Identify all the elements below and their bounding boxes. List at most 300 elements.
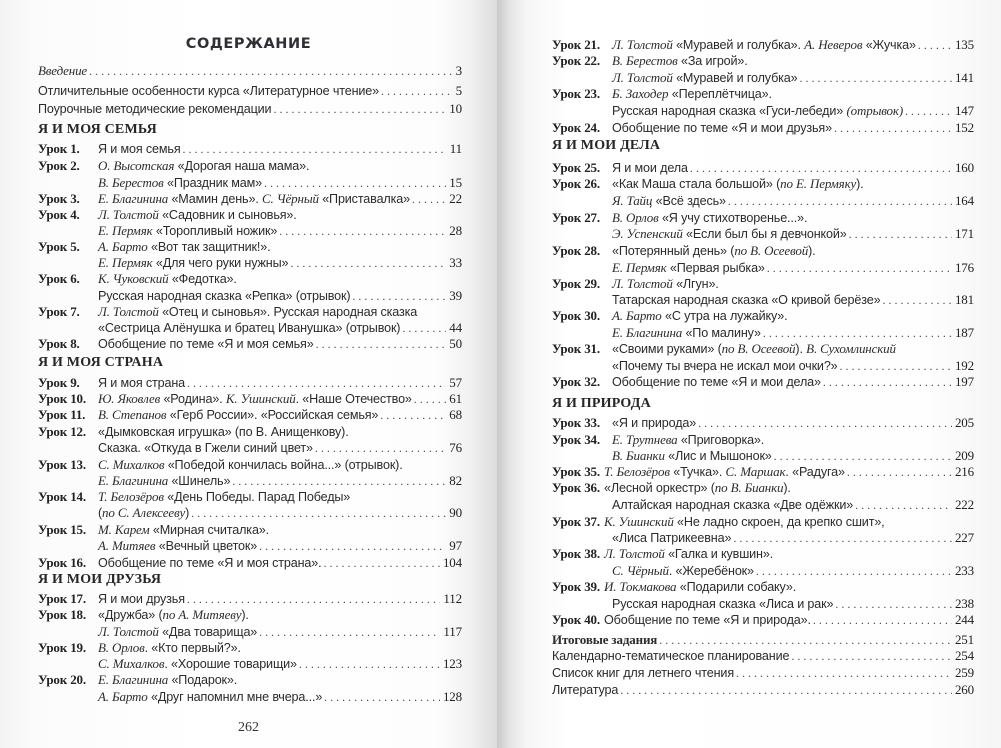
dot-leader [259, 538, 446, 555]
page-number: 262 [238, 720, 259, 735]
entry-title [612, 340, 896, 358]
entry-title [612, 225, 847, 243]
dot-leader [905, 103, 952, 120]
page-ref: 10 [449, 101, 462, 116]
lesson-entry-continued[interactable] [612, 192, 974, 209]
lesson-label: Урок 8. [38, 336, 80, 351]
entry-text: «Муравей и голубка» [672, 71, 798, 85]
entry-title [612, 120, 832, 137]
entry-text: «Дорогая наша мама». [174, 159, 310, 173]
lesson-entry[interactable] [38, 406, 462, 423]
entry-title [98, 440, 313, 457]
entry-text: ( [98, 506, 103, 520]
entry-title [612, 175, 864, 193]
lesson-entry-continued[interactable] [98, 504, 462, 521]
page-ref: 68 [449, 407, 462, 422]
lesson-entry[interactable] [552, 52, 974, 69]
page-ref: 171 [954, 226, 974, 241]
entry-text: . «Наше Отечество» [295, 392, 412, 406]
lesson-entry-continued[interactable] [612, 595, 974, 612]
author-name: Е. Благинина [98, 473, 169, 488]
entry-text: «Вечный цветок» [155, 539, 258, 553]
author-name: Е. Благинина [98, 191, 169, 206]
author-name: Ю. Яковлев [98, 391, 161, 406]
entry-text: «Сестрица Алёнушка и братец Иванушка» (отрывок) [98, 321, 401, 335]
lesson-label: Урок 32. [552, 374, 600, 389]
lesson-entry-continued[interactable] [612, 357, 974, 374]
back-matter-entry[interactable] [552, 681, 974, 698]
entry-text: Русская народная сказка «Гуси-лебеди» [612, 104, 847, 118]
lesson-entry[interactable] [552, 373, 974, 390]
author-name: Л. Толстой [612, 276, 673, 291]
entry-text: «Лиса Патрикеевна» [612, 531, 732, 545]
page-ref: 216 [954, 464, 974, 479]
lesson-label: Урок 7. [38, 304, 80, 319]
page-ref: 135 [954, 37, 974, 52]
author-name: К. Ушинский [225, 391, 296, 406]
lesson-entry-continued[interactable] [98, 222, 462, 239]
entry-title [612, 307, 787, 325]
entry-text: ) [185, 506, 190, 520]
left-page [0, 0, 497, 748]
page-ref: 238 [954, 596, 974, 611]
author-name: по Е. Пермяку [780, 176, 857, 191]
entry-text: «По малину» [682, 326, 761, 340]
entry-title [604, 545, 773, 563]
entry-text: «Мамин день». [168, 192, 263, 206]
lesson-entry-continued[interactable] [612, 562, 974, 579]
lesson-label: Урок 24. [552, 120, 600, 135]
entry-text: Обобщение по теме «Я и мои дела» [612, 375, 821, 389]
page-ref: 259 [954, 665, 974, 680]
entry-text: Я и мои дела [612, 161, 688, 175]
lesson-label: Урок 27. [552, 210, 600, 225]
page-ref: 152 [954, 120, 974, 135]
entry-title [612, 242, 815, 260]
page-ref: 28 [449, 223, 462, 238]
entry-title [98, 336, 314, 353]
entry-text: «Как Маша стала большой» ( [612, 177, 781, 191]
entry-text: «Потерянный день» ( [612, 244, 735, 258]
dot-leader [855, 497, 952, 514]
entry-text: «Первая рыбка» [666, 261, 765, 275]
entry-text: ). [795, 342, 807, 356]
lesson-entry[interactable] [38, 303, 462, 320]
section-heading: Я И МОЯ СЕМЬЯ [38, 122, 157, 137]
lesson-label: Урок 36. [552, 480, 600, 495]
author-name: по В. Осеевой [721, 341, 796, 356]
lesson-label: Урок 19. [38, 640, 86, 655]
lesson-entry[interactable] [552, 307, 974, 324]
toc-title: СОДЕРЖАНИЕ [185, 36, 312, 52]
author-name: Е. Пермяк [98, 223, 153, 238]
entry-text: «Подарок». [168, 673, 238, 687]
page-ref: 187 [954, 325, 974, 340]
author-name: (отрывок) [846, 103, 904, 118]
lesson-label: Урок 34. [552, 432, 600, 447]
page-ref: 112 [443, 591, 462, 606]
dot-leader [736, 665, 952, 682]
entry-text: «Почему ты вчера не искал мои очки?» [612, 359, 838, 373]
author-name: Е. Трутнева [612, 432, 678, 447]
author-name: Е. Благинина [612, 325, 683, 340]
section-heading: Я И МОИ ДРУЗЬЯ [38, 572, 162, 587]
entry-text: «Приговорка». [677, 433, 765, 447]
entry-text: Русская народная сказка «Лиса и рак» [612, 597, 834, 611]
author-name: Б. Заходер [612, 86, 669, 101]
lesson-entry[interactable] [38, 521, 462, 538]
lesson-label: Урок 40. [552, 612, 600, 627]
entry-title: Список книг для летнего чтения [552, 666, 734, 680]
section-heading: Я И МОИ ДЕЛА [552, 138, 661, 153]
lesson-entry-continued[interactable] [612, 291, 974, 308]
lesson-entry-continued[interactable] [98, 688, 462, 705]
entry-title [612, 52, 748, 70]
lesson-entry[interactable] [38, 423, 462, 440]
lesson-entry[interactable] [38, 206, 462, 223]
dot-leader [849, 226, 952, 243]
lesson-label: Урок 35. [552, 464, 600, 479]
lesson-entry-continued[interactable] [612, 225, 974, 242]
lesson-entry-continued[interactable] [98, 623, 462, 640]
lesson-label: Урок 28. [552, 243, 600, 258]
page-ref: 164 [954, 193, 974, 208]
lesson-entry[interactable] [552, 414, 974, 431]
lesson-entry[interactable] [552, 85, 974, 102]
lesson-entry-continued[interactable] [612, 529, 974, 546]
entry-title [98, 406, 378, 424]
lesson-entry[interactable] [552, 209, 974, 226]
dot-leader [324, 689, 440, 706]
lesson-entry-continued[interactable] [612, 324, 974, 341]
author-name: В. Берестов [612, 53, 678, 68]
back-matter-entry[interactable] [552, 647, 974, 664]
author-name: И. Токмакова [604, 579, 677, 594]
page-ref: 176 [954, 260, 974, 275]
dot-leader [834, 120, 952, 137]
author-name: Т. Белозёров [98, 489, 164, 504]
author-name: Э. Успенский [612, 226, 683, 241]
entry-title [612, 102, 903, 120]
front-matter-entry[interactable] [38, 62, 462, 79]
entry-text: «Герб России». «Российская семья» [166, 408, 379, 422]
entry-text: «Лис и Мышонок» [664, 449, 772, 463]
lesson-entry-continued[interactable] [612, 447, 974, 464]
lesson-entry[interactable] [552, 463, 974, 480]
author-name: А. Барто [98, 239, 148, 254]
lesson-entry-continued[interactable] [612, 496, 974, 513]
entry-title [98, 555, 321, 572]
author-name: по В. Бианки [714, 480, 784, 495]
page-ref: 15 [449, 175, 462, 190]
lesson-entry[interactable] [552, 36, 974, 53]
page-ref: 57 [449, 375, 462, 390]
lesson-entry[interactable] [38, 639, 462, 656]
lesson-entry[interactable] [552, 479, 974, 496]
lesson-entry[interactable] [552, 578, 974, 595]
entry-title [98, 157, 309, 175]
page-ref: 227 [954, 530, 974, 545]
entry-title [98, 270, 237, 288]
lesson-entry-continued[interactable] [98, 472, 462, 489]
lesson-label: Урок 38. [552, 546, 600, 561]
entry-text: «Шинель» [168, 474, 231, 488]
back-matter-entry[interactable] [552, 664, 974, 681]
page-ref: 90 [449, 505, 462, 520]
lesson-entry[interactable] [38, 335, 462, 352]
author-name: С. Михалков [98, 656, 165, 671]
page-ref: 61 [449, 391, 462, 406]
entry-text: «День Победы. Парад Победы» [163, 490, 351, 504]
lesson-label: Урок 15. [38, 522, 86, 537]
page-ref: 205 [954, 415, 974, 430]
entry-text: . «Кто первый?». [144, 641, 241, 655]
lesson-entry[interactable] [552, 242, 974, 259]
entry-text: Алтайская народная сказка «Две одёжки» [612, 498, 854, 512]
entry-text: «Муравей и голубка». [672, 38, 805, 52]
page-ref: 82 [449, 473, 462, 488]
lesson-entry[interactable] [38, 374, 462, 391]
entry-title: Введение [38, 63, 88, 78]
entry-text: Обобщение по теме «Я и моя страна». [98, 556, 322, 570]
page-ref: 181 [954, 292, 974, 307]
lesson-entry-continued[interactable] [98, 254, 462, 271]
page-ref: 44 [449, 320, 462, 335]
lesson-label: Урок 20. [38, 672, 86, 687]
dot-leader [183, 141, 447, 158]
author-name: А. Неверов [804, 37, 863, 52]
entry-text: «Переплётчица». [668, 87, 772, 101]
lesson-entry[interactable] [552, 119, 974, 136]
entry-title: Календарно-тематическое планирование [552, 649, 790, 663]
author-name: А. Барто [98, 689, 148, 704]
entry-text: «Федотка». [168, 272, 237, 286]
front-matter-entry[interactable] [38, 82, 462, 99]
entry-text: . «Радуга» [785, 465, 845, 479]
entry-text: «Я учу стихотворенье...». [658, 211, 808, 225]
lesson-label: Урок 5. [38, 239, 80, 254]
entry-text: «Мирная считалка». [149, 523, 269, 537]
lesson-entry[interactable] [38, 606, 462, 623]
lesson-label: Урок 3. [38, 191, 80, 206]
lesson-entry[interactable] [552, 431, 974, 448]
lesson-label: Урок 6. [38, 271, 80, 286]
page-ref: 97 [449, 538, 462, 553]
entry-text: «Вот так защитник!». [147, 240, 271, 254]
lesson-entry-continued[interactable] [98, 537, 462, 554]
entry-text: «Тучка». [669, 465, 726, 479]
entry-text: Обобщение по теме «Я и моя семья» [98, 337, 314, 351]
author-name: Е. Благинина [98, 672, 169, 687]
entry-text: ). [783, 481, 791, 495]
lesson-entry[interactable] [38, 590, 462, 607]
entry-text: Сказка. «Откуда в Гжели синий цвет» [98, 441, 313, 455]
entry-text: «Дружба» ( [98, 608, 163, 622]
entry-title [612, 497, 853, 514]
page-ref: 50 [449, 336, 462, 351]
author-name: Е. Пермяк [612, 260, 667, 275]
lesson-label: Урок 10. [38, 391, 86, 406]
page-ref: 209 [954, 448, 974, 463]
entry-text: «Подарили собаку». [676, 580, 797, 594]
lesson-label: Урок 21. [552, 37, 600, 52]
lesson-entry[interactable] [38, 554, 462, 571]
author-name: Я. Тайц [612, 193, 653, 208]
entry-title [98, 537, 257, 555]
lesson-entry-continued[interactable] [98, 287, 462, 304]
entry-text: ). [808, 244, 816, 258]
entry-title [612, 85, 772, 103]
dot-leader [89, 63, 453, 80]
page-ref: 222 [954, 497, 974, 512]
lesson-entry[interactable] [38, 671, 462, 688]
lesson-label: Урок 30. [552, 308, 600, 323]
lesson-label: Урок 4. [38, 207, 80, 222]
lesson-entry-continued[interactable] [612, 102, 974, 119]
page-ref: 233 [954, 563, 974, 578]
author-name: М. Карем [98, 522, 150, 537]
entry-text: «Для чего руки нужны» [152, 256, 289, 270]
lesson-entry[interactable] [552, 513, 974, 530]
lesson-entry-continued[interactable] [98, 174, 462, 191]
dot-leader [323, 555, 439, 572]
lesson-entry[interactable] [38, 140, 462, 157]
author-name: О. Высотская [98, 158, 175, 173]
entry-title: Литература [552, 683, 619, 697]
lesson-entry-continued[interactable] [98, 319, 462, 336]
dot-leader [380, 407, 446, 424]
lesson-label: Урок 16. [38, 555, 86, 570]
dot-leader [315, 440, 446, 457]
entry-text: «Если был бы я девчонкой» [682, 227, 847, 241]
entry-text: ). [241, 608, 249, 622]
author-name: Л. Толстой [604, 546, 665, 561]
page-ref: 5 [455, 83, 462, 98]
lesson-label: Урок 1. [38, 141, 80, 156]
dot-leader [273, 101, 446, 118]
page-ref: 76 [449, 440, 462, 455]
entry-title: Отличительные особенности курса «Литературное чтение» [38, 84, 379, 98]
entry-text: «Не ладно скроен, да крепко сшит», [673, 515, 885, 529]
front-matter-entry[interactable] [38, 100, 462, 117]
lesson-entry[interactable] [38, 390, 462, 407]
page-ref: 141 [954, 70, 974, 85]
entry-text: «Дымковская игрушка» (по В. Анищенкову). [98, 425, 349, 439]
entry-text: «Галка и кувшин». [664, 547, 774, 561]
lesson-label: Урок 23. [552, 86, 600, 101]
lesson-entry[interactable] [552, 611, 974, 628]
entry-text: «Отец и сыновья». Русская народная сказка [158, 305, 418, 319]
entry-text: «Два товарища» [158, 625, 258, 639]
page-ref: 160 [954, 160, 974, 175]
lesson-label: Урок 29. [552, 276, 600, 291]
entry-text: «Лесной оркестр» ( [604, 481, 715, 495]
lesson-label: Урок 26. [552, 176, 600, 191]
dot-leader [698, 415, 952, 432]
dot-leader [191, 505, 446, 522]
entry-title [604, 479, 791, 497]
author-name: В. Берестов [98, 175, 164, 190]
lesson-label: Урок 31. [552, 341, 600, 356]
lesson-entry[interactable] [552, 545, 974, 562]
author-name: А. Барто [612, 308, 662, 323]
lesson-entry-continued[interactable] [98, 655, 462, 672]
entry-text: «Победой кончилась война...» (отрывок). [164, 458, 403, 472]
author-name: В. Степанов [98, 407, 167, 422]
entry-text: «Я и природа» [612, 416, 697, 430]
entry-text: Обобщение по теме «Я и мои друзья» [612, 121, 832, 135]
author-name: Л. Толстой [98, 304, 159, 319]
lesson-entry-continued[interactable] [98, 439, 462, 456]
lesson-entry[interactable] [38, 238, 462, 255]
page-ref: 117 [443, 624, 462, 639]
author-name: Л. Толстой [612, 70, 673, 85]
dot-leader [823, 374, 952, 391]
author-name: В. Сухомлинский [806, 341, 896, 356]
lesson-entry[interactable] [552, 275, 974, 292]
entry-text: . «Жеребёнок» [668, 564, 754, 578]
page-ref: 197 [954, 374, 974, 389]
entry-title [98, 671, 237, 689]
entry-title [604, 612, 811, 629]
entry-text: «Торопливый ножик» [152, 224, 278, 238]
author-name: В. Орлов [98, 640, 145, 655]
right-page [497, 0, 1001, 748]
back-matter-entry[interactable] [552, 631, 974, 648]
entry-text: «Друг напомнил мне вчера...» [147, 690, 323, 704]
lesson-label: Урок 17. [38, 591, 86, 606]
lesson-label: Урок 33. [552, 415, 600, 430]
lesson-label: Урок 2. [38, 158, 80, 173]
entry-title [612, 374, 821, 391]
entry-text: «С утра на лужайку». [661, 309, 788, 323]
lesson-label: Урок 22. [552, 53, 600, 68]
page-ref: 147 [954, 103, 974, 118]
page-ref: 33 [449, 255, 462, 270]
author-name: В. Орлов [612, 210, 659, 225]
entry-text: . «Хорошие товарищи» [164, 657, 297, 671]
dot-leader [728, 193, 952, 210]
dot-leader [316, 336, 447, 353]
lesson-label: Урок 9. [38, 375, 80, 390]
author-name: С. Чёрный [262, 191, 319, 206]
lesson-entry-continued[interactable] [612, 259, 974, 276]
author-name: Л. Толстой [98, 207, 159, 222]
dot-leader [381, 83, 453, 100]
lesson-entry[interactable] [552, 175, 974, 192]
lesson-entry[interactable] [38, 157, 462, 174]
entry-text: «Лгун». [672, 277, 719, 291]
lesson-entry-continued[interactable] [612, 69, 974, 86]
entry-text: Я и моя страна [98, 376, 186, 390]
entry-title [98, 141, 181, 158]
entry-title [612, 415, 696, 432]
lesson-entry[interactable] [38, 456, 462, 473]
lesson-entry[interactable] [38, 488, 462, 505]
entry-text: «Жучка» [862, 38, 916, 52]
lesson-label: Урок 14. [38, 489, 86, 504]
lesson-label: Урок 13. [38, 457, 86, 472]
lesson-entry[interactable] [552, 159, 974, 176]
author-name: С. Михалков [98, 457, 165, 472]
lesson-entry[interactable] [38, 270, 462, 287]
page-ref: 128 [442, 689, 462, 704]
author-name: С. Маршак [725, 464, 786, 479]
lesson-label: Урок 18. [38, 607, 86, 622]
lesson-entry[interactable] [38, 190, 462, 207]
lesson-entry[interactable] [552, 340, 974, 357]
entry-text: Татарская народная сказка «О кривой берёзе» [612, 293, 881, 307]
